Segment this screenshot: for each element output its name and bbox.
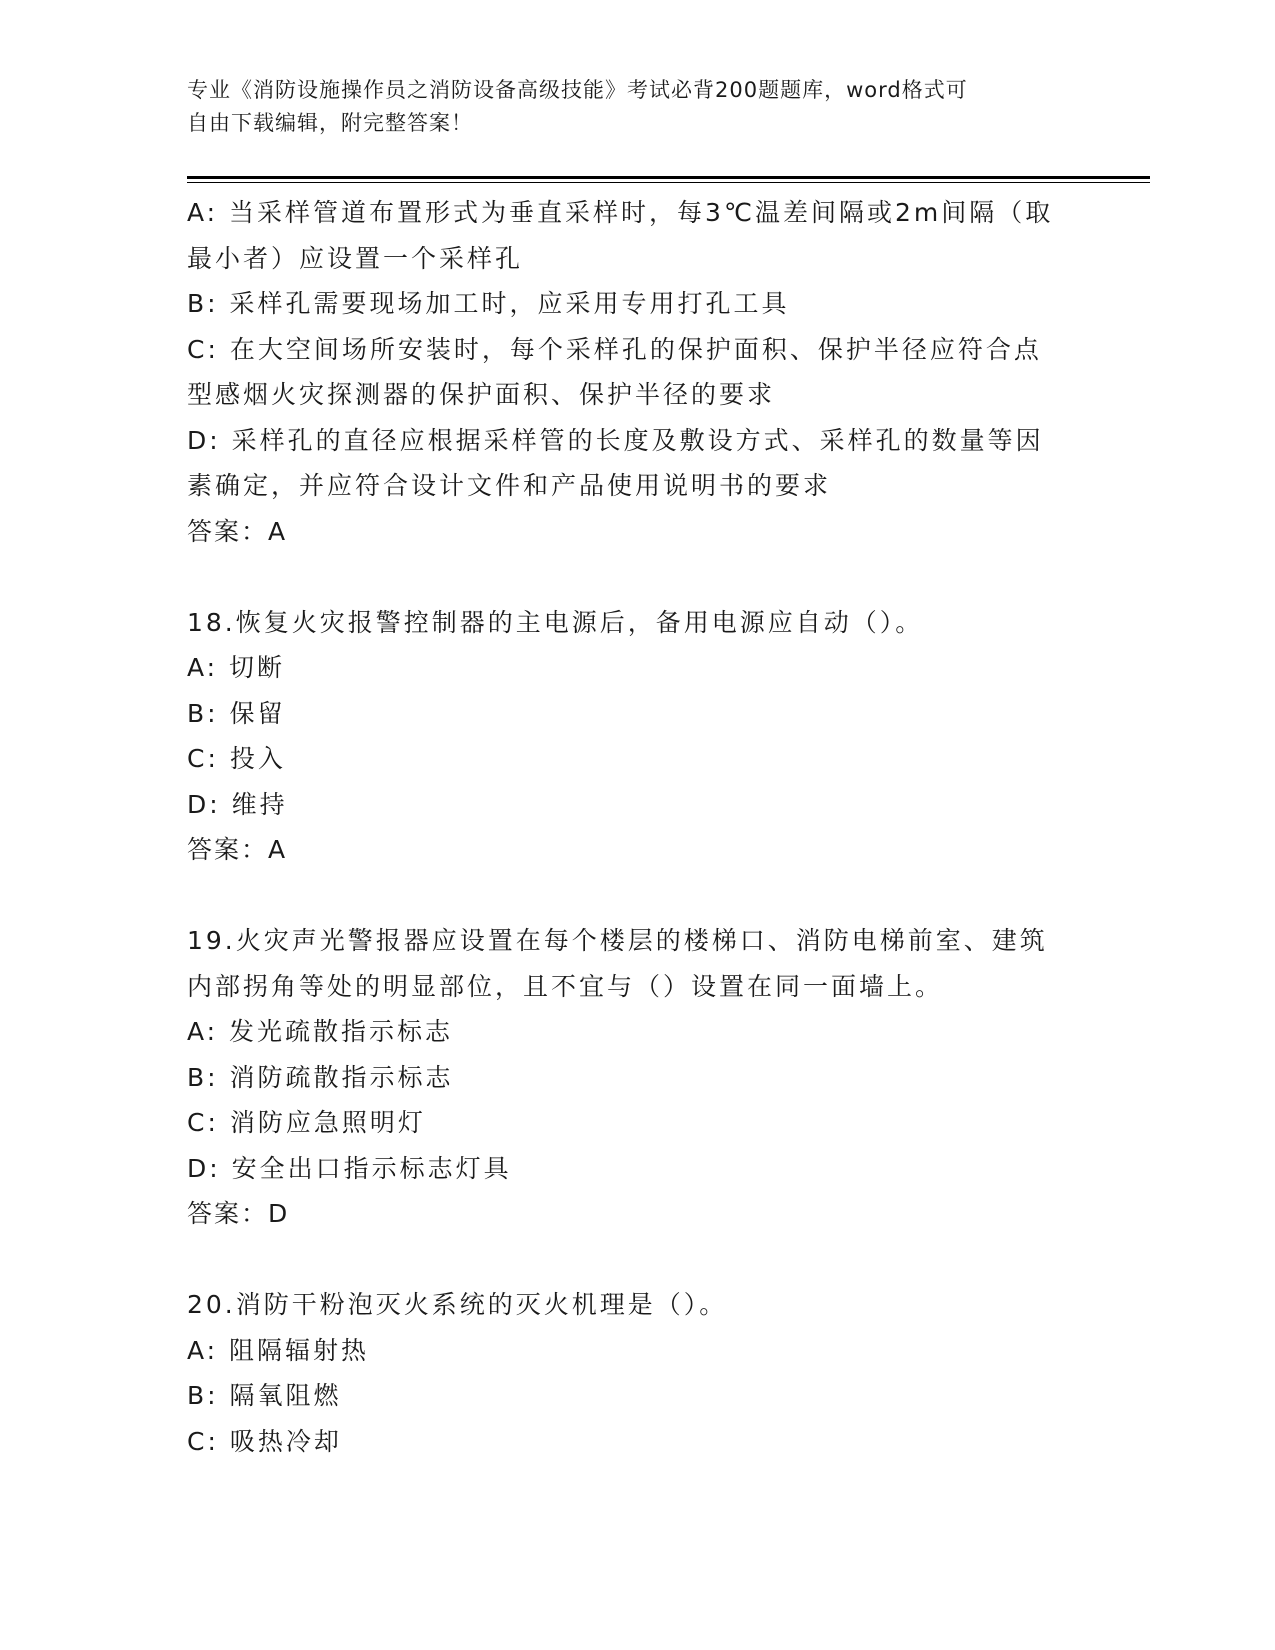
q20-option-c: C: 吸热冷却: [187, 1426, 342, 1456]
q17-option-c-line-1: C: 在大空间场所安装时，每个采样孔的保护面积、保护半径应符合点: [187, 334, 1042, 364]
question-17-block: [187, 190, 1087, 554]
spacer: [187, 1237, 1087, 1283]
q19-option-a: A: 发光疏散指示标志: [187, 1017, 454, 1046]
q19-question-line-1: 19.火灾声光警报器应设置在每个楼层的楼梯口、消防电梯前室、建筑: [187, 926, 1048, 955]
q20-option-b: B: 隔氧阻燃: [187, 1381, 342, 1410]
q17-option-a-line-2: 最小者）应设置一个采样孔: [187, 243, 524, 273]
question-content: [187, 190, 1087, 1464]
header-line-1: 专业《消防设施操作员之消防设备高级技能》考试必背200题题库，word格式可: [187, 78, 968, 102]
header-line-2: 自由下载编辑，附完整答案！: [187, 111, 473, 135]
question-18-block: [187, 600, 1087, 873]
q19-option-c: C: 消防应急照明灯: [187, 1108, 426, 1137]
question-19-block: [187, 918, 1087, 1237]
q20-option-a: A: 阻隔辐射热: [187, 1335, 370, 1365]
q19-option-d: D: 安全出口指示标志灯具: [187, 1153, 512, 1183]
q17-option-b: B: 采样孔需要现场加工时，应采用专用打孔工具: [187, 289, 790, 318]
q18-option-a: A: 切断: [187, 653, 286, 682]
spacer: [187, 873, 1087, 919]
q17-option-c-line-2: 型感烟火灾探测器的保护面积、保护半径的要求: [187, 380, 776, 409]
q18-answer: 答案：A: [187, 835, 288, 864]
q17-option-d-line-2: 素确定，并应符合设计文件和产品使用说明书的要求: [187, 471, 832, 500]
q19-answer: 答案：D: [187, 1199, 290, 1228]
header-divider-thin: [187, 182, 1150, 183]
header-divider-thick: [187, 176, 1150, 179]
q18-option-b: B: 保留: [187, 698, 286, 728]
q17-option-a-line-1: A: 当采样管道布置形式为垂直采样时，每3℃温差间隔或2m间隔（取: [187, 198, 1054, 227]
q19-option-b: B: 消防疏散指示标志: [187, 1062, 454, 1092]
q18-option-c: C: 投入: [187, 744, 286, 773]
q19-question-line-2: 内部拐角等处的明显部位，且不宜与（）设置在同一面墙上。: [187, 971, 944, 1001]
q17-answer: 答案：A: [187, 516, 288, 546]
document-header: [187, 74, 1067, 140]
q17-option-d-line-1: D: 采样孔的直径应根据采样管的长度及敷设方式、采样孔的数量等因: [187, 425, 1044, 455]
q18-question: 18.恢复火灾报警控制器的主电源后，备用电源应自动（）。: [187, 607, 924, 637]
q18-option-d: D: 维持: [187, 789, 288, 819]
question-20-block: [187, 1282, 1087, 1464]
spacer: [187, 554, 1087, 600]
q20-question: 20.消防干粉泡灭火系统的灭火机理是（）。: [187, 1290, 728, 1319]
